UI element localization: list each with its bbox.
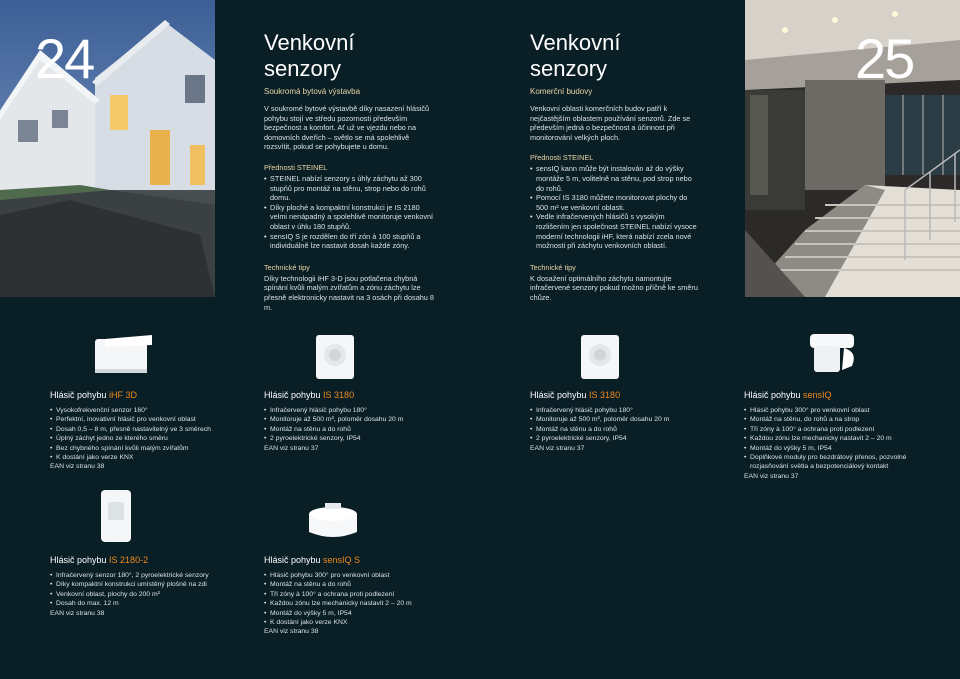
product-ihf3d [50, 390, 240, 472]
product-title-prefix: Hlásič pohybu [264, 390, 324, 400]
product-feature: • Dosah 0,5 – 8 m, přesně nastavitelný ve 3 směrech [50, 425, 240, 434]
product-ean: EAN viz stranu 37 [530, 444, 585, 452]
product-feature: • Každou zónu lze mechanicky nastavit 2 – 20 m [744, 434, 924, 443]
product-title [530, 390, 720, 400]
product-feature: • Každou zónu lze mechanicky nastavit 2 – 20 m [264, 599, 454, 608]
left-advantage-item: • STEINEL nabízí senzory s úhly záchytu až 300 stupňů pro montáž na stěnu, strop nebo do rohů domu. [264, 174, 434, 203]
product-feature: • Montáž na stěnu a do rohů [264, 425, 454, 434]
right-advantage-item: • Pomocí IS 3180 můžete monitorovat plochy do 500 m² ve venkovní oblasti. [530, 193, 698, 212]
product-feature: • Montáž do výšky 5 m, IP54 [744, 444, 924, 453]
product-feature: • Infračervený hlásič pohybu 180° [264, 406, 454, 415]
product-title-prefix: Hlásič pohybu [264, 555, 324, 565]
page-number-left: 24 [35, 27, 94, 90]
left-advantages-heading: Přednosti STEINEL [264, 162, 328, 172]
product-feature: • Díky kompaktní konstrukci umístěný plošně na zdi [50, 580, 240, 589]
product-model: IS 2180-2 [109, 555, 149, 565]
product-feature: • Monitoruje až 500 m², poloměr dosahu 20 m [530, 415, 720, 424]
product-feature: • Montáž na stěnu, do rohů a na strop [744, 415, 924, 424]
product-feature: • Tři zóny à 100° a ochrana proti podlezení [744, 425, 924, 434]
is2180-device-image [98, 488, 134, 544]
right-tips-heading: Technické tipy [530, 262, 576, 272]
right-advantage-item: • Vedle infračervených hlásičů s vysokým rozlišením jen společnost STEINEL nabízí vysoce moderní technologii iHF, která nabízí zcela nové možnosti při záchytu venkovních oblastí. [530, 212, 698, 250]
product-title-prefix: Hlásič pohybu [530, 390, 590, 400]
product-feature: • K dostání jako verze KNX [50, 453, 240, 462]
product-feature: • Úplný záchyt jedno ze kterého směru [50, 434, 240, 443]
product-title [744, 390, 924, 400]
product-feature: • Infračervený hlásič pohybu 180° [530, 406, 720, 415]
product-model: IS 3180 [323, 390, 355, 400]
product-feature: • 2 pyroelektrické senzory, IP54 [264, 434, 454, 443]
product-feature: • Montáž na stěnu a do rohů [530, 425, 720, 434]
left-title [264, 30, 355, 82]
left-title-line1: Venkovní [264, 30, 355, 55]
left-advantage-item: • sensIQ S je rozdělen do tří zón à 100 stupňů a individuálně lze nastavit dosah každé zóny. [264, 232, 434, 251]
product-feature: • Vysokofrekvenční senzor 160° [50, 406, 240, 415]
product-features [744, 406, 924, 472]
product-is3180-right [530, 390, 720, 453]
left-tips-heading: Technické tipy [264, 262, 310, 272]
product-feature: • Montáž na stěnu a do rohů [264, 580, 454, 589]
product-feature: • Hlásič pohybu 300° pro venkovní oblast [264, 571, 454, 580]
product-is3180-left [264, 390, 454, 453]
ihf3d-device-image [90, 333, 160, 378]
right-advantages-list [530, 164, 698, 250]
house-photo-illustration [0, 0, 215, 297]
right-title-line2: senzory [530, 56, 608, 81]
product-feature: • Monitoruje až 500 m², poloměr dosahu 20 m [264, 415, 454, 424]
product-feature: • Venkovní oblast, plochy do 200 m² [50, 590, 240, 599]
left-subhead: Soukromá bytová výstavba [264, 87, 361, 96]
right-text-block [530, 87, 698, 303]
product-features [50, 571, 240, 609]
product-title-prefix: Hlásič pohybu [50, 555, 110, 565]
product-feature: • Montáž do výšky 5 m, IP54 [264, 609, 454, 618]
product-title-prefix: Hlásič pohybu [744, 390, 804, 400]
right-intro: Venkovní oblasti komerčních budov patří k nejčastějším oblastem používání senzorů. Zde se především jedná o bezpečnost a účinnost při monitorování velkých ploch. [530, 104, 691, 142]
left-text-block [264, 87, 434, 312]
right-title [530, 30, 621, 82]
product-feature: • Bez chybného spínání kvůli malým zvířatům [50, 444, 240, 453]
product-model: sensIQ S [323, 555, 361, 565]
product-features [530, 406, 720, 444]
product-feature: • Dosah do max. 12 m [50, 599, 240, 608]
left-advantage-item: • Díky ploché a kompaktní konstrukci je IS 2180 velmi nenápadný a spolehlivě monitoruje venkovní oblast v úhlu 180 stupňů. [264, 203, 434, 232]
product-title [50, 555, 240, 565]
product-is2180 [50, 555, 240, 618]
product-feature: • Infračervený senzor 180°, 2 pyroelektrické senzory [50, 571, 240, 580]
left-intro: V soukromé bytové výstavbě díky nasazení hlásičů pohybu stojí ve středu pozornosti především bezpečnost a komfort. Ať už ve vjezdu nebo na domovních dveřích – světlo se má spolehlivě rozsvítit, pokud se pohybujete u domu. [264, 104, 430, 152]
sensiq-device-image [804, 330, 860, 378]
product-feature: • 2 pyroelektrické senzory, IP54 [530, 434, 720, 443]
right-advantage-item: • sensIQ kann může být instalován až do výšky montáže 5 m, volitelně na stěnu, pod strop nebo do rohů. [530, 164, 698, 193]
is3180-device-image-right [578, 333, 622, 381]
product-features [50, 406, 240, 462]
product-title [50, 390, 240, 400]
left-tips: Díky technologii iHF 3-D jsou potlačena chybná spínání kvůli malým zvířatům a zónu záchytu lze přesně elektronicky nastavit na 3 osách při dosahu 8 m. [264, 273, 434, 312]
product-sensiq [744, 390, 924, 481]
product-ean: EAN viz stranu 38 [50, 609, 105, 617]
product-ean: EAN viz stranu 37 [264, 444, 319, 452]
is3180-device-image-left [313, 333, 357, 381]
right-subhead: Komerční budovy [530, 87, 593, 96]
product-title-prefix: Hlásič pohybu [50, 390, 110, 400]
product-model: sensIQ [803, 390, 832, 400]
page-number-right: 25 [855, 27, 914, 90]
left-title-line2: senzory [264, 56, 342, 81]
product-feature: • K dostání jako verze KNX [264, 618, 454, 627]
sensiq-s-device-image [303, 500, 363, 544]
product-feature: • Hlásič pohybu 300° pro venkovní oblast [744, 406, 924, 415]
house-photo [0, 0, 215, 297]
product-feature: • Perfektní, inovativní hlásič pro venkovní oblast [50, 415, 240, 424]
product-ean: EAN viz stranu 37 [744, 472, 799, 480]
right-tips: K dosažení optimálního záchytu namontujte infračervené senzory pokud možno příčně ke směru chůze. [530, 273, 698, 302]
building-photo [745, 0, 960, 297]
product-ean: EAN viz stranu 38 [264, 628, 319, 636]
product-model: iHF 3D [109, 390, 138, 400]
product-feature: • Tři zóny à 100° a ochrana proti podlezení [264, 590, 454, 599]
right-title-line1: Venkovní [530, 30, 621, 55]
product-model: IS 3180 [589, 390, 621, 400]
building-photo-illustration [745, 0, 960, 297]
product-feature: • Doplňkové moduly pro bezdrátový přenos, pozvolné rozjasňování světla a bezpotenciálový kontakt [744, 453, 924, 472]
product-features [264, 571, 454, 627]
product-features [264, 406, 454, 444]
left-advantages-list [264, 174, 434, 251]
product-ean: EAN viz stranu 38 [50, 463, 105, 471]
product-title [264, 390, 454, 400]
right-advantages-heading: Přednosti STEINEL [530, 153, 594, 163]
product-sensiq-s [264, 555, 454, 637]
product-title [264, 555, 454, 565]
